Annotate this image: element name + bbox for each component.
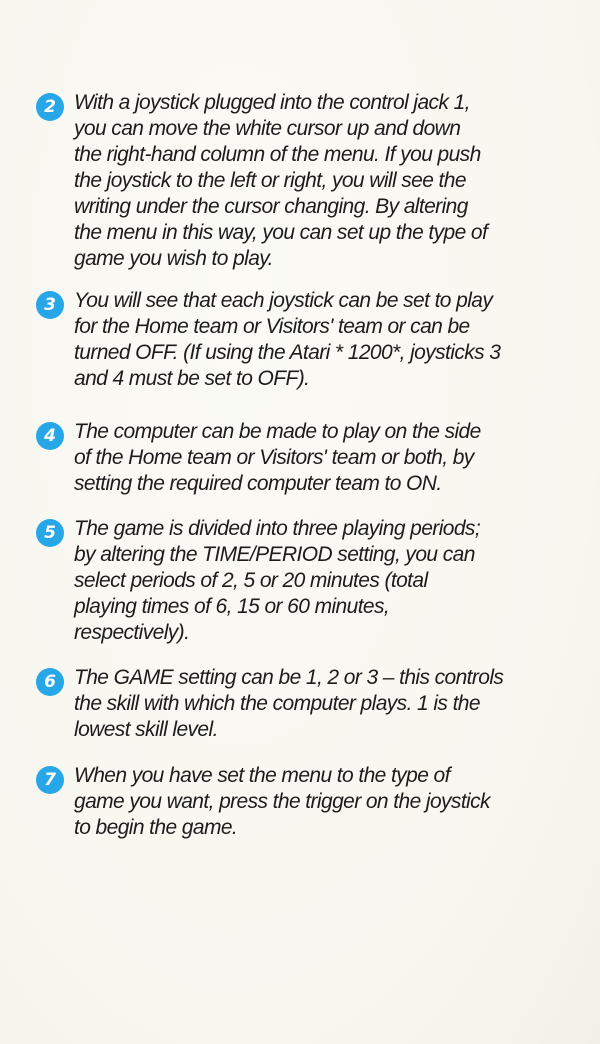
text-line: select periods of 2, 5 or 20 minutes (total	[74, 569, 428, 592]
text-line: When you have set the menu to the type of	[74, 764, 450, 787]
step-number-badge: 7	[36, 766, 64, 794]
text-line: lowest skill level.	[74, 718, 218, 741]
text-line: The computer can be made to play on the side	[74, 420, 481, 443]
text-line: setting the required computer team to ON.	[74, 472, 442, 495]
instruction-text	[74, 288, 584, 392]
text-line: the joystick to the left or right, you will see the	[74, 169, 466, 192]
text-line: With a joystick plugged into the control jack 1,	[74, 91, 470, 114]
instruction-text	[74, 763, 584, 841]
text-line: of the Home team or Visitors' team or both, by	[74, 446, 474, 469]
text-line: writing under the cursor changing. By altering	[74, 195, 468, 218]
instruction-text	[74, 90, 584, 272]
text-line: The GAME setting can be 1, 2 or 3 – this controls	[74, 666, 504, 689]
text-line: for the Home team or Visitors' team or can be	[74, 315, 470, 338]
text-line: game you want, press the trigger on the joystick	[74, 790, 490, 813]
instruction-text	[74, 665, 584, 743]
text-line: the skill with which the computer plays. 1 is the	[74, 692, 480, 715]
text-line: game you wish to play.	[74, 247, 273, 270]
text-line: you can move the white cursor up and down	[74, 117, 461, 140]
instruction-text	[74, 419, 584, 497]
text-line: to begin the game.	[74, 816, 238, 839]
text-line: and 4 must be set to OFF).	[74, 367, 310, 390]
text-line: You will see that each joystick can be set to play	[74, 289, 493, 312]
step-number-badge: 4	[36, 422, 64, 450]
step-number-badge: 3	[36, 291, 64, 319]
text-line: The game is divided into three playing periods;	[74, 517, 481, 540]
step-number-badge: 2	[36, 93, 64, 121]
step-number-badge: 5	[36, 519, 64, 547]
text-line: the menu in this way, you can set up the type of	[74, 221, 488, 244]
text-line: the right-hand column of the menu. If you push	[74, 143, 481, 166]
text-line: by altering the TIME/PERIOD setting, you can	[74, 543, 475, 566]
step-number-badge: 6	[36, 668, 64, 696]
instruction-text	[74, 516, 584, 646]
text-line: turned OFF. (If using the Atari * 1200*, joysticks 3	[74, 341, 501, 364]
text-line: respectively).	[74, 621, 190, 644]
text-line: playing times of 6, 15 or 60 minutes,	[74, 595, 390, 618]
